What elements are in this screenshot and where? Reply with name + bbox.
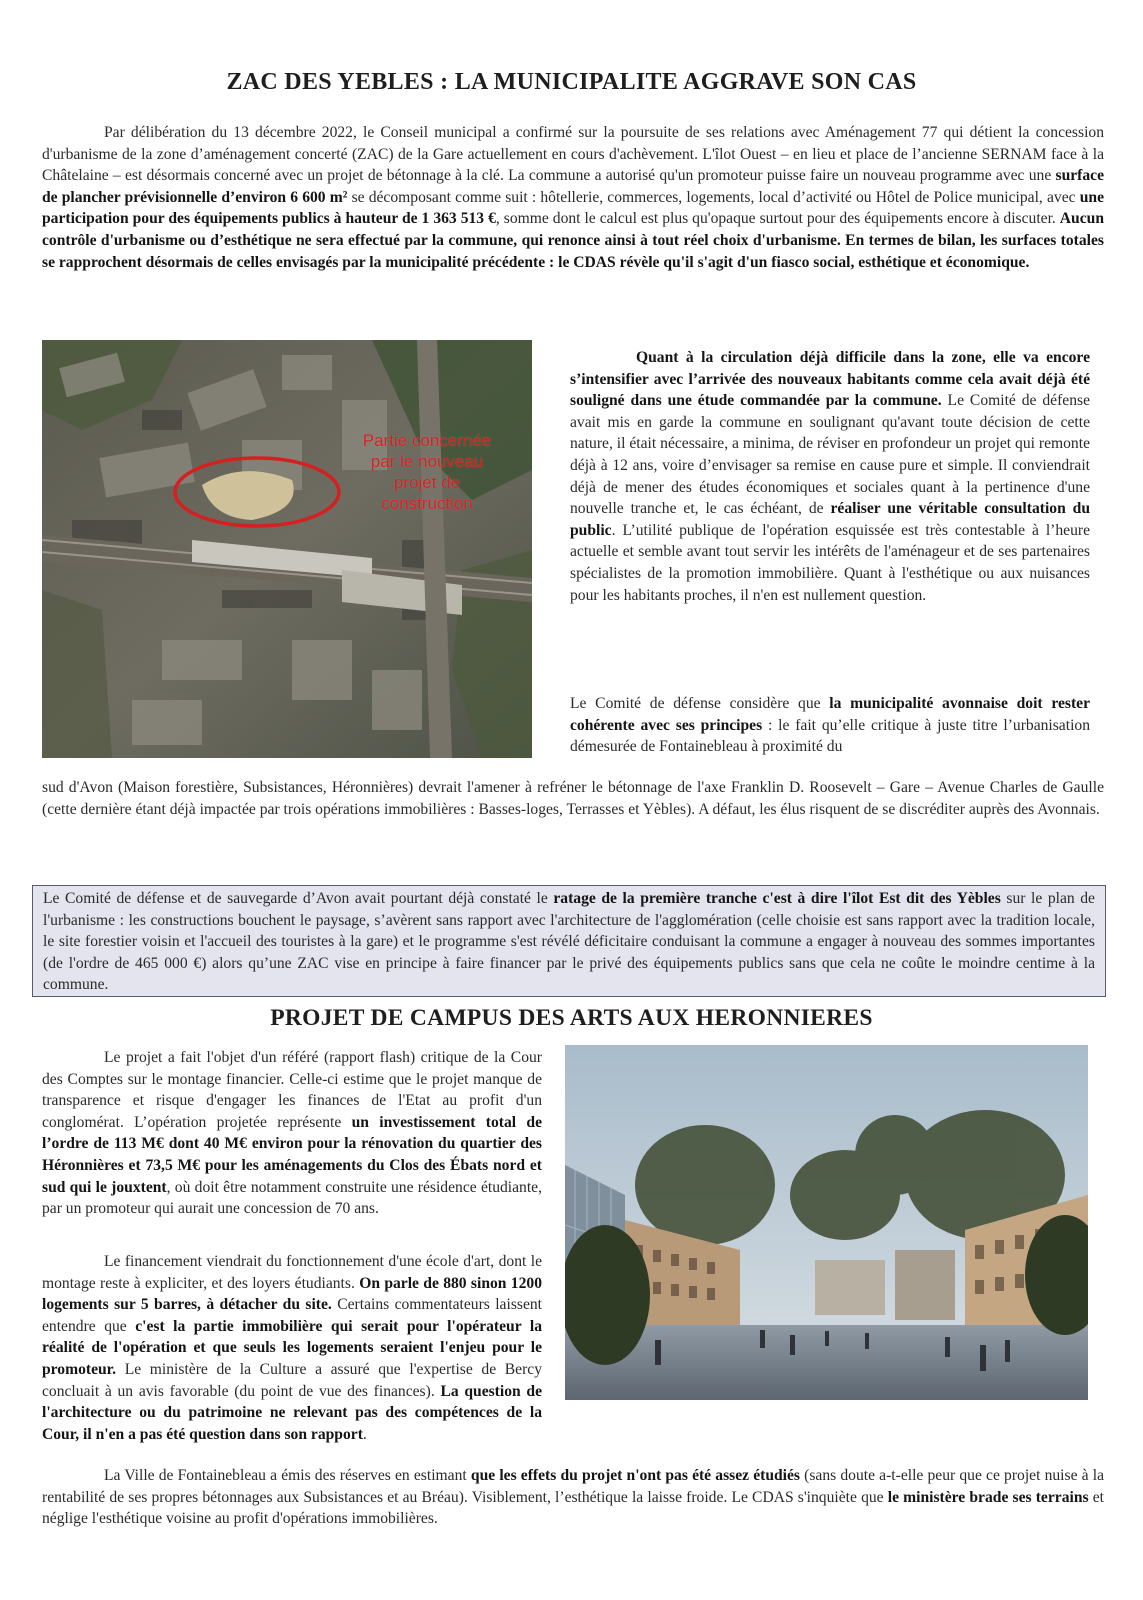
- article1-paragraph-3: Le Comité de défense considère que la municipalité avonnaise doit rester cohérente avec ses principes : le fait qu’elle critique à juste titre l’urbanisation démesurée de Fontainebleau à proximité du: [570, 695, 1090, 756]
- aerial-photo: [42, 340, 532, 758]
- article2-title: PROJET DE CAMPUS DES ARTS AUX HERONNIERES: [270, 1005, 873, 1031]
- highlight-box: [32, 885, 1106, 997]
- article2-paragraph-1: Le projet a fait l'objet d'un référé (rapport flash) critique de la Cour des Comptes sur le montage financier. Celle-ci estime que le projet manque de transparence et risque d'engager les finances de l'Etat au profit d'un conglomérat. L’opération projetée représente un investissement total de l’ordre de 113 M€ dont 40 M€ environ pour la rénovation du quartier des Héronnières et 73,5 M€ pour les aménagements du Clos des Ébats nord et sud qui le jouxtent, où doit être notamment construite une résidence étudiante, par un promoteur qui aurait une concession de 70 ans.: [42, 1049, 542, 1218]
- campus-rendering-graphic: [565, 1045, 1088, 1400]
- aerial-photo-graphic: [42, 340, 532, 758]
- article1-paragraph-4: sud d'Avon (Maison forestière, Subsistances, Héronnières) devrait l'amener à refréner le bétonnage de l'axe Franklin D. Roosevelt – Gare – Avenue Charles de Gaulle (cette dernière étant déjà impactée par trois opérations immobilières : Basses-loges, Terrasses et Yèbles). A défaut, les élus risquent de se discréditer auprès des Avonnais.: [42, 779, 1104, 818]
- article2-paragraph-3: La Ville de Fontainebleau a émis des réserves en estimant que les effets du projet n'ont pas été assez étudiés (sans doute a-t-elle peur que ce projet nuise à la rentabilité de ses propres bétonnages aux Subsistances et au Bréau). Visiblement, l’esthétique la laisse froide. Le CDAS s'inquiète que le ministère brade ses terrains et néglige l'esthétique voisine au profit d'opérations immobilières.: [42, 1467, 1104, 1528]
- image-annotation: Partie concernée par le nouveau projet de construction: [362, 431, 492, 513]
- campus-rendering: [565, 1045, 1088, 1400]
- highlight-box-text: Le Comité de défense et de sauvegarde d’Avon avait pourtant déjà constaté le ratage de la première tranche c'est à dire l'îlot Est dit des Yèbles sur le plan de l'urbanisme : les constructions bouchent le paysage, s’avèrent sans rapport avec l'architecture de l'agglomération (celle choisie est sans rapport avec la tradition locale, le site forestier voisin et l'accueil des touristes à la gare) et le programme s'est révélé déficitaire conduisant la commune a engager à nouveau des sommes importantes (de l'ordre de 465 000 €) alors qu’une ZAC vise en principe à faire financer par le privé des équipements publics sans que cela ne coûte le moindre centime à la commune.: [43, 890, 1095, 994]
- article1-paragraph-2: Quant à la circulation déjà difficile dans la zone, elle va encore s’intensifier avec l’arrivée des nouveaux habitants comme cela avait déjà été souligné dans une étude commandée par la commune. Le Comité de défense avait mis en garde la commune en soulignant qu'avant toute décision de cette nature, il était nécessaire, a minima, de réviser en profondeur un projet qui remonte déjà à 12 ans, voire d’envisager sa remise en cause pure et simple. Il conviendrait déjà de mener des études économiques et sociales quant à la pertinence d'une nouvelle tranche et, le cas échéant, de réaliser une véritable consultation du public. L’utilité publique de l'opération esquissée est très contestable à l’heure actuelle et semble avant tout servir les intérêts de l'aménageur et de ses partenaires spécialistes de la promotion immobilière. Quant à l'esthétique ou aux nuisances pour les habitants proches, il n'en est nullement question.: [570, 349, 1090, 604]
- article1-paragraph-1: Par délibération du 13 décembre 2022, le Conseil municipal a confirmé sur la poursuite de ses relations avec Aménagement 77 qui détient la concession d'urbanisme de la zone d’aménagement concerté (ZAC) de la Gare actuellement en cours d'achèvement. L'îlot Ouest – en lieu et place de l’ancienne SERNAM face à la Châtelaine – est désormais concerné avec un projet de bétonnage à la clé. La commune a autorisé qu'un promoteur puisse faire un nouveau programme avec une surface de plancher prévisionnelle d’environ 6 600 m² se décomposant comme suit : hôtellerie, commerces, logements, local d’activité ou Hôtel de Police municipal, avec une participation pour des équipements publics à hauteur de 1 363 513 €, somme dont le calcul est plus qu'opaque surtout pour des équipements encore à discuter. Aucun contrôle d'urbanisme ou d’esthétique ne sera effectué par la commune, qui renonce ainsi à tout réel choix d'urbanisme. En termes de bilan, les surfaces totales se rapprochent désormais de celles envisagés par la municipalité précédente : le CDAS révèle qu'il s'agit d'un fiasco social, esthétique et économique.: [42, 124, 1104, 271]
- article1-title: ZAC DES YEBLES : LA MUNICIPALITE AGGRAVE SON CAS: [226, 69, 917, 95]
- article2-paragraph-2: Le financement viendrait du fonctionnement d'une école d'art, dont le montage reste à expliciter, et des loyers étudiants. On parle de 880 sinon 1200 logements sur 5 barres, à détacher du site. Certains commentateurs laissent entendre que c'est la partie immobilière qui serait pour l'opérateur la réalité de l'opération et que seuls les logements seraient l'enjeu pour le promoteur. Le ministère de la Culture a assuré que l'expertise de Bercy concluait à un avis favorable (du point de vue des finances). La question de l'architecture ou du patrimoine ne relevant pas des compétences de la Cour, il n'en a pas été question dans son rapport.: [42, 1253, 543, 1443]
